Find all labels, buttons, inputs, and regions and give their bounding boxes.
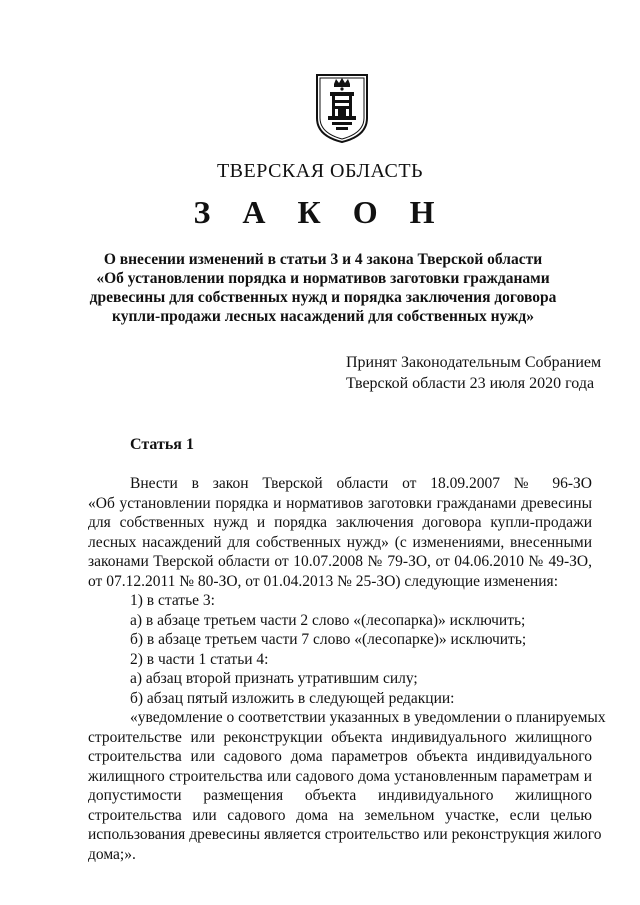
body-line: допустимости размещения объекта индивидуального жилищного (88, 787, 592, 804)
article-body (88, 474, 606, 864)
law-title-line: купли-продажи лесных насаждений для собственных нужд» (112, 308, 534, 325)
body-line: строительстве или реконструкции объекта индивидуального жилищного (88, 728, 592, 746)
body-line: для собственных нужд и порядка заключения договора купли-продажи (88, 514, 592, 531)
body-line: 2) в части 1 статьи 4: (130, 650, 269, 668)
document-type: З А К О Н (193, 194, 447, 230)
law-title-line: древесины для собственных нужд и порядка заключения договора (89, 289, 557, 306)
body-line: а) в абзаце третьем части 2 слово «(лесопарка)» исключить; (130, 611, 526, 629)
body-line: дома;». (88, 845, 136, 863)
region-name: ТВЕРСКАЯ ОБЛАСТЬ (216, 160, 424, 182)
body-line: а) абзац второй признать утратившим силу; (130, 670, 418, 687)
body-line: «уведомление о соответствии указанных в уведомлении о планируемых (130, 709, 606, 726)
body-line: строительства или садового дома параметров объекта индивидуального (88, 748, 592, 765)
body-line: жилищного строительства или садового дома установленным параметрам и (88, 767, 592, 785)
law-title-line: «Об установлении порядка и нормативов заготовки гражданами (96, 270, 550, 287)
body-line: б) в абзаце третьем части 7 слово «(лесопарке)» исключить; (130, 631, 527, 648)
coat-of-arms-emblem (314, 72, 370, 144)
body-line: от 07.12.2011 № 80-ЗО, от 01.04.2013 № 25-ЗО) следующие изменения: (88, 572, 558, 590)
body-line: использования древесины является строительство или реконструкция жилого (88, 826, 602, 843)
body-line: б) абзац пятый изложить в следующей редакции: (130, 689, 455, 707)
law-title (86, 250, 560, 326)
adoption-note (346, 352, 601, 394)
body-line: «Об установлении порядка и нормативов заготовки гражданами древесины (88, 494, 592, 512)
body-line: Внести в закон Тверской области от 18.09.2007 № 96-ЗО (130, 475, 592, 492)
adoption-note-line: Тверской области 23 июля 2020 года (346, 375, 595, 392)
body-line: лесных насаждений для собственных нужд» (с изменениями, внесенными (88, 533, 592, 551)
adoption-note-line: Принят Законодательным Собранием (346, 354, 602, 371)
body-line: законами Тверской области от 10.07.2008 № 79-ЗО, от 04.06.2010 № 49-ЗО, (88, 553, 592, 570)
body-line: 1) в статье 3: (130, 592, 215, 609)
body-line: строительства или садового дома на земельном участке, если целью (88, 806, 592, 824)
article-heading: Статья 1 (130, 436, 194, 453)
law-title-line: О внесении изменений в статьи 3 и 4 закона Тверской области (103, 251, 543, 268)
